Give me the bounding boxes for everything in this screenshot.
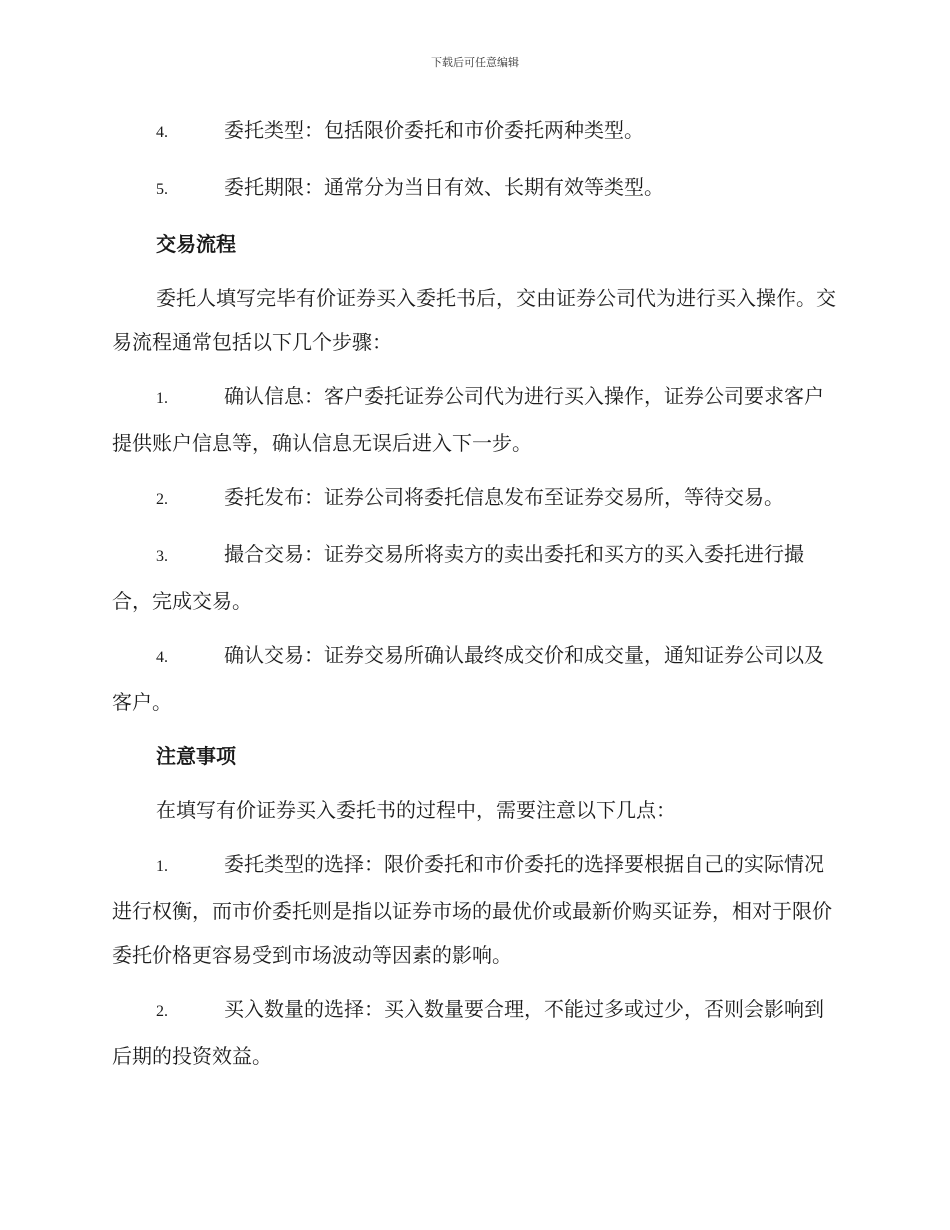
page-header: 下载后可任意编辑 <box>431 56 519 69</box>
list-item-number: 1. <box>156 858 168 875</box>
list-item <box>112 987 838 1078</box>
section-flow-intro: 委托人填写完毕有价证券买入委托书后，交由证券公司代为进行买入操作。交易流程通常包括以下几个步骤： <box>112 286 836 354</box>
list-item <box>112 633 838 724</box>
document-body <box>112 108 838 1088</box>
section-notes-intro: 在填写有价证券买入委托书的过程中，需要注意以下几点： <box>156 798 676 822</box>
list-item-number: 2. <box>156 1003 168 1020</box>
list-item-text: 委托类型：包括限价委托和市价委托两种类型。 <box>224 118 644 142</box>
list-item <box>112 842 838 977</box>
list-item-text: 买入数量的选择：买入数量要合理，不能过多或过少，否则会影响到后期的投资效益。 <box>112 997 824 1068</box>
list-item-number: 3. <box>156 548 168 565</box>
section-heading-notes: 注意事项 <box>156 744 236 768</box>
list-item-text: 委托期限：通常分为当日有效、长期有效等类型。 <box>224 175 664 199</box>
list-item-number: 4. <box>156 124 168 141</box>
list-item-number: 2. <box>156 491 168 508</box>
list-item-text: 确认交易：证券交易所确认最终成交价和成交量，通知证券公司以及客户。 <box>112 643 824 714</box>
list-item <box>112 108 838 155</box>
list-item <box>112 374 838 465</box>
list-item-text: 委托发布：证券公司将委托信息发布至证券交易所，等待交易。 <box>224 485 784 509</box>
list-item <box>112 532 838 623</box>
list-item-text: 委托类型的选择：限价委托和市价委托的选择要根据自己的实际情况进行权衡，而市价委托则是指以证券市场的最优价或最新价购买证券，相对于限价委托价格更容易受到市场波动等因素的影响。 <box>112 852 832 967</box>
list-item-text: 撮合交易：证券交易所将卖方的卖出委托和买方的买入委托进行撮合，完成交易。 <box>112 542 804 613</box>
list-item <box>112 165 838 212</box>
section-heading-flow: 交易流程 <box>156 232 236 256</box>
list-item-text: 确认信息：客户委托证券公司代为进行买入操作，证券公司要求客户提供账户信息等，确认信息无误后进入下一步。 <box>112 384 824 455</box>
list-item <box>112 475 838 522</box>
list-item-number: 1. <box>156 390 168 407</box>
list-item-number: 4. <box>156 649 168 666</box>
list-item-number: 5. <box>156 181 168 198</box>
